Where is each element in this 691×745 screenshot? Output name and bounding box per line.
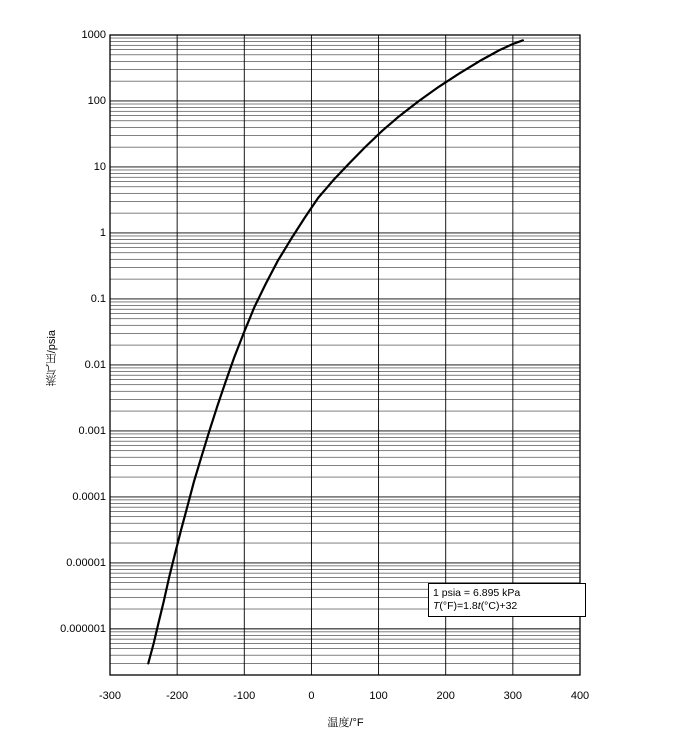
y-axis-title: 蒸气压/psia: [46, 330, 58, 387]
note-line-1: 1 psia = 6.895 kPa: [433, 587, 521, 599]
vapor-pressure-line: [148, 40, 523, 663]
x-tick-label: -300: [98, 690, 122, 702]
grid-lines: [110, 35, 580, 675]
y-tick-label: 0.00001: [66, 556, 106, 569]
data-curve: [148, 40, 523, 663]
note-line-2-mid: (°F)=1.8: [439, 600, 478, 612]
y-tick-label: 10: [93, 160, 106, 173]
plot-frame: [110, 35, 580, 675]
x-axis-title: 温度/°F: [327, 717, 364, 729]
note-temp-symbol: T: [433, 600, 440, 612]
x-tick-label: 100: [369, 690, 388, 702]
y-tick-label: 0.0001: [72, 490, 106, 503]
unit-conversion-note: [428, 583, 586, 617]
y-tick-label: 0.01: [84, 358, 106, 371]
y-tick-label: 100: [87, 94, 106, 107]
x-tick-label: -100: [233, 690, 256, 702]
y-tick-label: 0.001: [78, 424, 106, 437]
y-tick-label: 0.1: [90, 292, 106, 305]
note-temp-celsius-symbol: t: [477, 600, 481, 612]
y-tick-label: 0.000001: [60, 622, 106, 635]
y-tick-label: 1000: [81, 29, 106, 41]
x-tick-label: 300: [503, 690, 523, 702]
x-tick-label: -200: [166, 690, 189, 702]
note-line-2-suffix: (°C)+32: [480, 600, 518, 612]
x-tick-label: 400: [570, 690, 590, 702]
note-line-2: [433, 600, 581, 613]
y-tick-label: 1: [99, 226, 106, 239]
x-tick-label: 200: [436, 690, 455, 702]
x-tick-label: 0: [308, 690, 315, 702]
